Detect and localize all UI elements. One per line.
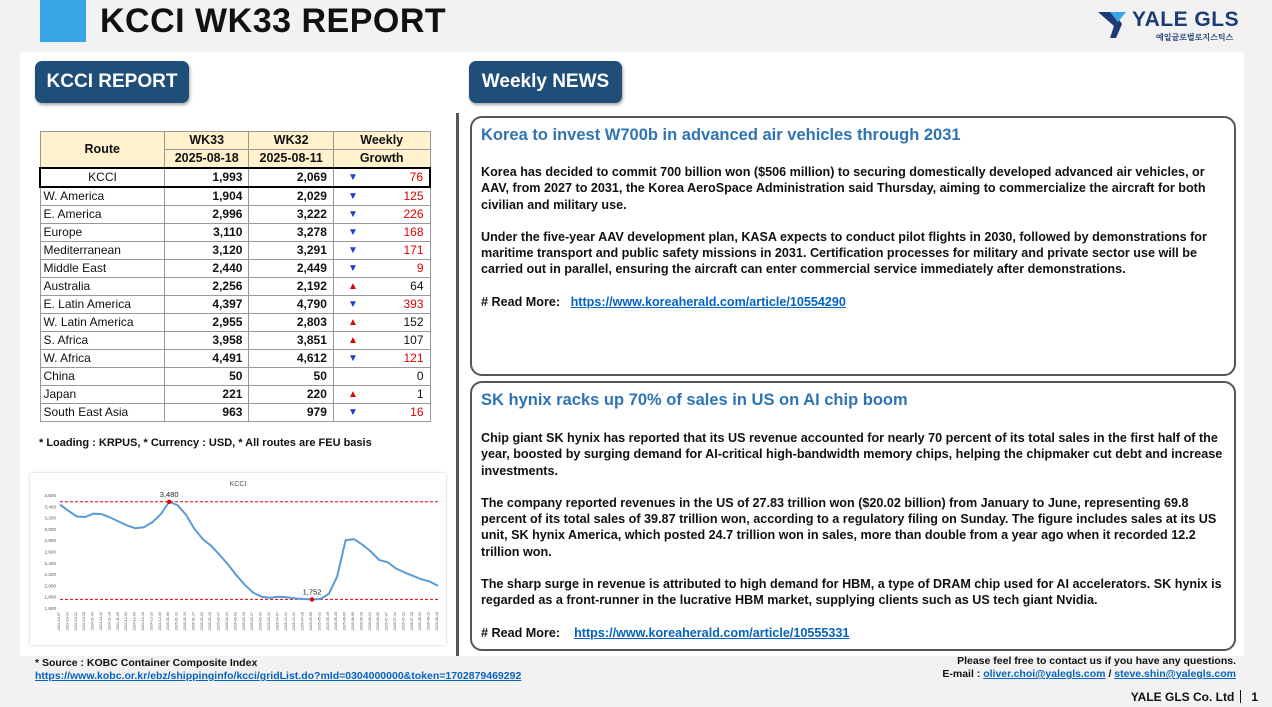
growth-value: 393 [403,297,424,311]
growth-value: 16 [410,405,424,419]
down-arrow-icon: ▼ [347,353,358,364]
wk33-cell: 963 [164,404,248,422]
wk33-cell: 2,996 [164,206,248,224]
kcci-table [39,131,431,422]
table-row [40,368,430,386]
wk32-cell: 50 [249,368,333,386]
x-tick-label: 2024-12-16 [141,612,145,631]
news-1-read-more-label: # Read More: [481,294,561,309]
route-cell: W. Latin America [40,314,164,332]
footer-company: YALE GLS Co. Ltd [1130,690,1235,704]
company-logo [1096,6,1246,46]
news-1-paragraph-1: Korea has decided to commit 700 billion won ($506 million) to securing domestically developed advanced air vehicles, or AAV, from 2027 to 2031, the Korea AeroSpace Administration said Thursday, aiming to commercialize the aircraft for both civilian and military use. [481,165,1206,212]
x-tick-label: 2025-03-10 [241,612,246,631]
wk32-cell: 2,803 [249,314,333,332]
growth-value: 9 [416,261,424,275]
table-row [40,187,430,206]
table-row [40,404,430,422]
x-tick-label: 2025-02-10 [208,612,213,631]
source-label: * Source : KOBC Container Composite Index [35,657,258,669]
contact-emails [942,668,1236,681]
x-tick-label: 2024-11-11 [99,612,103,630]
down-arrow-icon: ▼ [347,172,358,183]
wk33-cell: 1,904 [164,187,248,206]
up-arrow-icon: ▲ [347,389,358,400]
news-2-read-more-link[interactable]: https://www.koreaherald.com/article/10555331 [574,625,850,640]
x-tick-label: 2025-05-19 [325,612,330,631]
growth-value: 64 [410,279,424,293]
email-oliver-link[interactable]: oliver.choi@yalegls.com [983,668,1106,680]
route-header: Route [40,132,164,169]
x-tick-label: 2024-11-25 [115,612,120,631]
contact-info [942,655,1236,681]
route-cell: E. Latin America [40,296,164,314]
logo-subtext: 예일글로벌로지스틱스 [1156,33,1234,42]
growth-cell [333,260,430,278]
x-tick-label: 2025-05-12 [317,612,322,631]
growth-value: 125 [403,189,424,203]
table-row [40,314,430,332]
wk33-cell: 2,256 [164,278,248,296]
route-cell: Mediterranean [40,242,164,260]
wk32-header: WK32 [249,132,333,150]
wk32-cell: 979 [249,404,333,422]
growth-cell [333,296,430,314]
table-note: * Loading : KRPUS, * Currency : USD, * All routes are FEU basis [39,437,372,449]
route-cell: S. Africa [40,332,164,350]
contact-line: Please feel free to contact us if you have any questions. [957,655,1236,667]
growth-cell [333,350,430,368]
growth-cell [333,332,430,350]
route-cell: South East Asia [40,404,164,422]
growth-cell [333,187,430,206]
x-tick-label: 2024-12-02 [124,612,129,631]
growth-value: 121 [403,351,424,365]
annotation-label: 3,480 [159,489,179,499]
news-2-paragraph-3: The sharp surge in revenue is attributed to high demand for HBM, a type of DRAM chip used for AI accelerators. SK hynix is regarded as a front-runner in the lucrative HBM market, supplying clients such as US tech giant Nvidia. [481,577,1222,608]
route-cell: Australia [40,278,164,296]
table-row [40,168,430,187]
news-card-1 [470,116,1236,376]
x-tick-label: 2025-07-28 [409,612,414,631]
table-row [40,296,430,314]
table-row [40,206,430,224]
news-2-read-more [481,625,1226,641]
annotation-label: 1,752 [302,587,322,597]
y-tick-label: 2,600 [44,549,56,555]
table-row [40,242,430,260]
table-row [40,332,430,350]
growth-value: 226 [403,207,424,221]
chart-title: KCCI [229,481,247,488]
email-separator: / [1108,668,1112,680]
source-note [35,657,521,683]
wk32-cell: 4,612 [249,350,333,368]
y-tick-label: 2,400 [44,560,56,566]
down-arrow-icon: ▼ [347,245,358,256]
down-arrow-icon: ▼ [347,191,358,202]
wk33-cell: 4,491 [164,350,248,368]
annotation-point [167,500,171,504]
growth-value: 171 [403,243,424,257]
x-tick-label: 2025-03-17 [250,612,255,631]
news-1-read-more [481,294,1226,310]
kcci-chart-svg [30,473,446,645]
growth-value: 0 [416,369,424,383]
x-tick-label: 2024-10-28 [82,612,87,631]
growth-header: Weekly [333,132,430,150]
footer-separator [1240,690,1241,703]
weekly-news-heading: Weekly NEWS [469,61,622,103]
route-cell: Middle East [40,260,164,278]
route-cell: E. America [40,206,164,224]
y-tick-label: 3,400 [44,504,56,510]
x-tick-label: 2024-12-09 [132,612,137,631]
x-tick-label: 2025-04-14 [283,612,288,631]
news-body-2 [481,430,1226,641]
header-accent-square [40,0,86,42]
news-2-paragraph-2: The company reported revenues in the US of 27.83 trillion won ($20.02 billion) from January to June, representing 69.8 percent of its total sales of 39.87 trillion won, according to a regulatory filing on Sunday. The figure includes sales at its US unit, SK hynix America, which posted 24.7 trillion won in sales, more than double from a year ago when it recorded 12.2 trillion won. [481,495,1217,559]
wk33-cell: 3,958 [164,332,248,350]
x-tick-label: 2025-08-11 [426,612,431,631]
wk33-cell: 4,397 [164,296,248,314]
table-row [40,260,430,278]
email-steve-link[interactable]: steve.shin@yalegls.com [1114,668,1236,680]
growth-value: 168 [403,225,424,239]
wk33-header: WK33 [164,132,248,150]
x-tick-label: 2025-06-09 [351,612,355,631]
growth-value: 152 [403,315,424,329]
wk32-cell: 3,851 [249,332,333,350]
route-cell: W. America [40,187,164,206]
logo-swoosh-icon [1096,8,1130,42]
x-tick-label: 2025-01-06 [166,612,171,631]
news-title-1: Korea to invest W700b in advanced air vehicles through 2031 [481,126,961,144]
wk33-cell: 2,440 [164,260,248,278]
x-tick-label: 2025-07-21 [401,612,406,631]
y-tick-label: 1,800 [44,594,56,600]
news-1-read-more-link[interactable]: https://www.koreaherald.com/article/10554290 [570,294,846,309]
news-title-2: SK hynix racks up 70% of sales in US on AI chip boom [481,391,908,409]
x-tick-label: 2025-05-26 [334,612,339,631]
table-row [40,386,430,404]
growth-cell [333,168,430,187]
x-tick-label: 2024-10-21 [73,612,78,631]
x-tick-label: 2024-11-04 [90,612,95,631]
growth-cell [333,404,430,422]
x-tick-label: 2025-04-21 [292,612,297,631]
route-cell: W. Africa [40,350,164,368]
news-2-paragraph-1: Chip giant SK hynix has reported that its US revenue accounted for nearly 70 percent of its total sales in the first half of the year, boosted by surging demand for AI-critical high-bandwidth memory chips, helping the chipmaker cut debt and increase investments. [481,431,1223,478]
y-tick-label: 3,000 [44,526,56,532]
x-tick-label: 2024-12-30 [157,612,162,631]
page-title: KCCI WK33 REPORT [100,2,447,40]
x-tick-label: 2025-06-23 [367,612,372,631]
growth-header-2: Growth [333,150,430,169]
x-tick-label: 2025-01-27 [191,612,196,631]
wk33-cell: 2,955 [164,314,248,332]
news-1-paragraph-2: Under the five-year AAV development plan, KASA expects to conduct pilot flights in 2030, followed by demonstrations for maritime transport and public safety missions in 2031. Certification processes for military and private sector use will be carried out in parallel, ensuring the aircraft can enter commercial service immediately after demonstrations. [481,229,1207,277]
x-tick-label: 2025-01-20 [183,612,187,631]
x-tick-label: 2025-04-28 [300,612,305,631]
growth-cell [333,368,430,386]
x-tick-label: 2025-06-16 [359,612,364,631]
wk33-date: 2025-08-18 [164,150,248,169]
logo-text: YALE GLS [1132,8,1240,31]
down-arrow-icon: ▼ [347,209,358,220]
route-cell: China [40,368,164,386]
y-tick-label: 1,600 [44,606,56,611]
news-body-1 [481,164,1226,310]
y-tick-label: 2,000 [44,583,56,589]
page-footer [1131,690,1258,704]
route-cell: Japan [40,386,164,404]
up-arrow-icon: ▲ [347,317,358,328]
page-number: 1 [1251,690,1258,704]
wk32-cell: 2,449 [249,260,333,278]
x-tick-label: 2025-08-18 [435,612,439,631]
route-cell: KCCI [40,168,164,187]
x-tick-label: 2025-02-24 [225,612,229,631]
wk32-cell: 2,192 [249,278,333,296]
x-tick-label: 2024-10-07 [57,612,61,631]
growth-cell [333,278,430,296]
table-row [40,224,430,242]
news-2-read-more-label: # Read More: [481,625,561,640]
section-divider [456,113,459,656]
table-row [40,278,430,296]
x-tick-label: 2024-11-18 [107,612,112,631]
down-arrow-icon: ▼ [347,263,358,274]
wk32-cell: 3,278 [249,224,333,242]
wk32-cell: 3,291 [249,242,333,260]
kcci-table-body [40,168,430,422]
wk32-cell: 2,029 [249,187,333,206]
down-arrow-icon: ▼ [347,299,358,310]
wk33-cell: 1,993 [164,168,248,187]
y-tick-label: 2,800 [44,538,56,544]
growth-cell [333,224,430,242]
x-tick-label: 2025-06-30 [376,612,381,631]
growth-cell [333,386,430,404]
y-tick-label: 3,600 [44,493,56,498]
growth-value: 1 [416,387,424,401]
x-tick-label: 2025-02-03 [199,612,204,631]
x-tick-label: 2025-04-07 [275,612,280,631]
x-tick-label: 2025-06-02 [342,612,347,631]
email-label: E-mail : [942,668,981,680]
wk33-cell: 50 [164,368,248,386]
up-arrow-icon: ▲ [347,281,358,292]
x-tick-label: 2025-02-17 [216,612,221,631]
x-tick-label: 2025-03-24 [258,612,263,631]
x-tick-label: 2025-03-03 [233,612,238,631]
wk32-cell: 4,790 [249,296,333,314]
down-arrow-icon: ▼ [347,407,358,418]
series-line-kcci [60,502,438,600]
kcci-chart [30,473,446,645]
source-link[interactable]: https://www.kobc.or.kr/ebz/shippinginfo/kcci/gridList.do?mId=0304000000&token=1702879469292 [35,670,522,682]
x-tick-label: 2024-10-14 [65,612,70,631]
news-card-2 [470,381,1236,651]
growth-cell [333,242,430,260]
wk33-cell: 3,110 [164,224,248,242]
route-cell: Europe [40,224,164,242]
growth-value: 76 [409,170,423,184]
wk33-cell: 3,120 [164,242,248,260]
y-tick-label: 3,200 [44,515,56,521]
annotation-point [310,597,314,601]
wk32-cell: 220 [249,386,333,404]
x-tick-label: 2025-01-13 [174,612,179,631]
table-row [40,350,430,368]
x-tick-label: 2025-05-05 [309,612,313,631]
x-tick-label: 2025-07-07 [384,612,389,631]
wk32-cell: 2,069 [249,168,333,187]
y-tick-label: 2,200 [44,572,56,578]
down-arrow-icon: ▼ [347,227,358,238]
x-tick-label: 2025-03-31 [267,612,271,631]
x-tick-label: 2024-12-23 [149,612,154,631]
growth-value: 107 [403,333,424,347]
growth-cell [333,206,430,224]
growth-cell [333,314,430,332]
x-tick-label: 2025-08-04 [418,612,423,631]
wk33-cell: 221 [164,386,248,404]
x-tick-label: 2025-07-14 [393,612,397,631]
kcci-report-heading: KCCI REPORT [35,61,189,103]
wk32-cell: 3,222 [249,206,333,224]
wk32-date: 2025-08-11 [249,150,333,169]
up-arrow-icon: ▲ [347,335,358,346]
